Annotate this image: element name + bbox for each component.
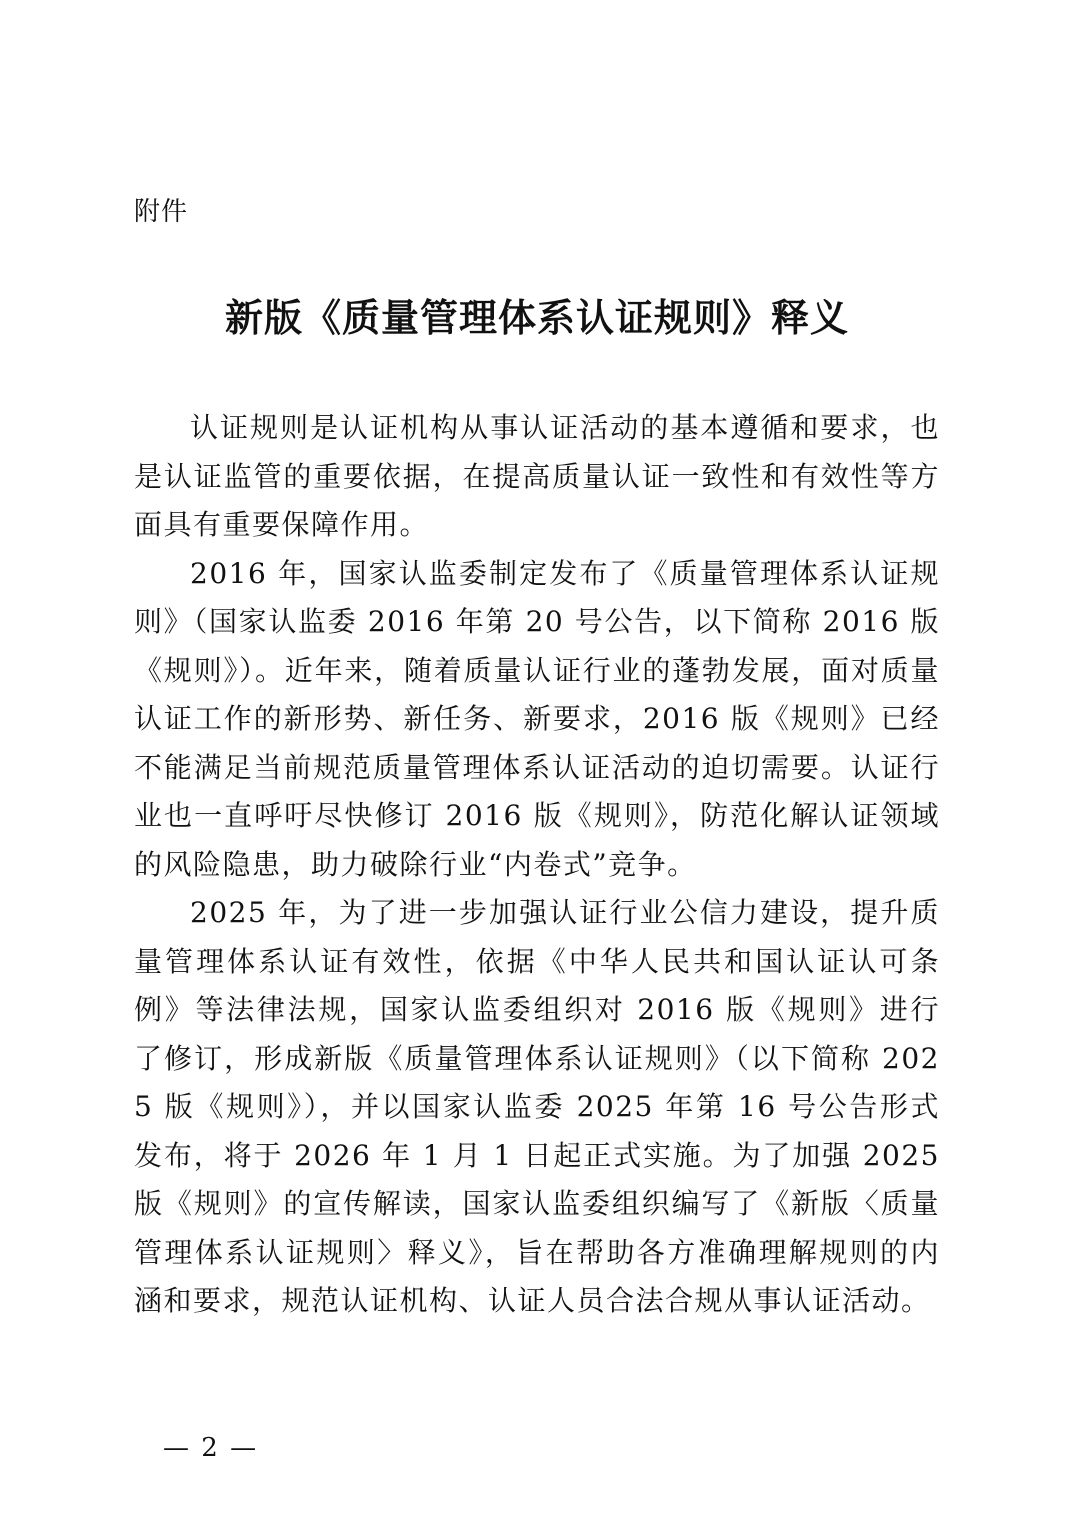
attachment-label: 附件 xyxy=(134,197,189,227)
paragraph: 2016 年，国家认监委制定发布了《质量管理体系认证规则》（国家认监委 2016 年第 20 号公告，以下简称 2016 版《规则》）。近年来，随着质量认证行业的蓬勃发展，面对质量认证工作的新形势、新任务、新要求，2016 版《规则》已经不能满足当前规范质量管理体系认证活动的迫切需要。认证行业也一直呼吁尽快修订 2016 版《规则》，防范化解认证领域的风险隐患，助力破除行业“内卷式”竞争。 xyxy=(134,556,940,881)
page-number: — 2 — xyxy=(163,1433,259,1463)
document-title: 新版《质量管理体系认证规则》释义 xyxy=(224,295,849,340)
document-body xyxy=(134,404,940,1326)
paragraph: 2025 年，为了进一步加强认证行业公信力建设，提升质量管理体系认证有效性，依据《中华人民共和国认证认可条例》等法律法规，国家认监委组织对 2016 版《规则》进行了修订，形成新版《质量管理体系认证规则》（以下简称 2025 版《规则》），并以国家认监委 2025 年第 16 号公告形式发布，将于 2026 年 1 月 1 日起正式实施。为了加强 2025 版《规则》的宣传解读，国家认监委组织编写了《新版〈质量管理体系认证规则〉释义》，旨在帮助各方准确理解规则的内涵和要求，规范认证机构、认证人员合法合规从事认证活动。 xyxy=(134,896,940,1317)
paragraph: 认证规则是认证机构从事认证活动的基本遵循和要求，也是认证监管的重要依据，在提高质量认证一致性和有效性等方面具有重要保障作用。 xyxy=(134,411,940,541)
